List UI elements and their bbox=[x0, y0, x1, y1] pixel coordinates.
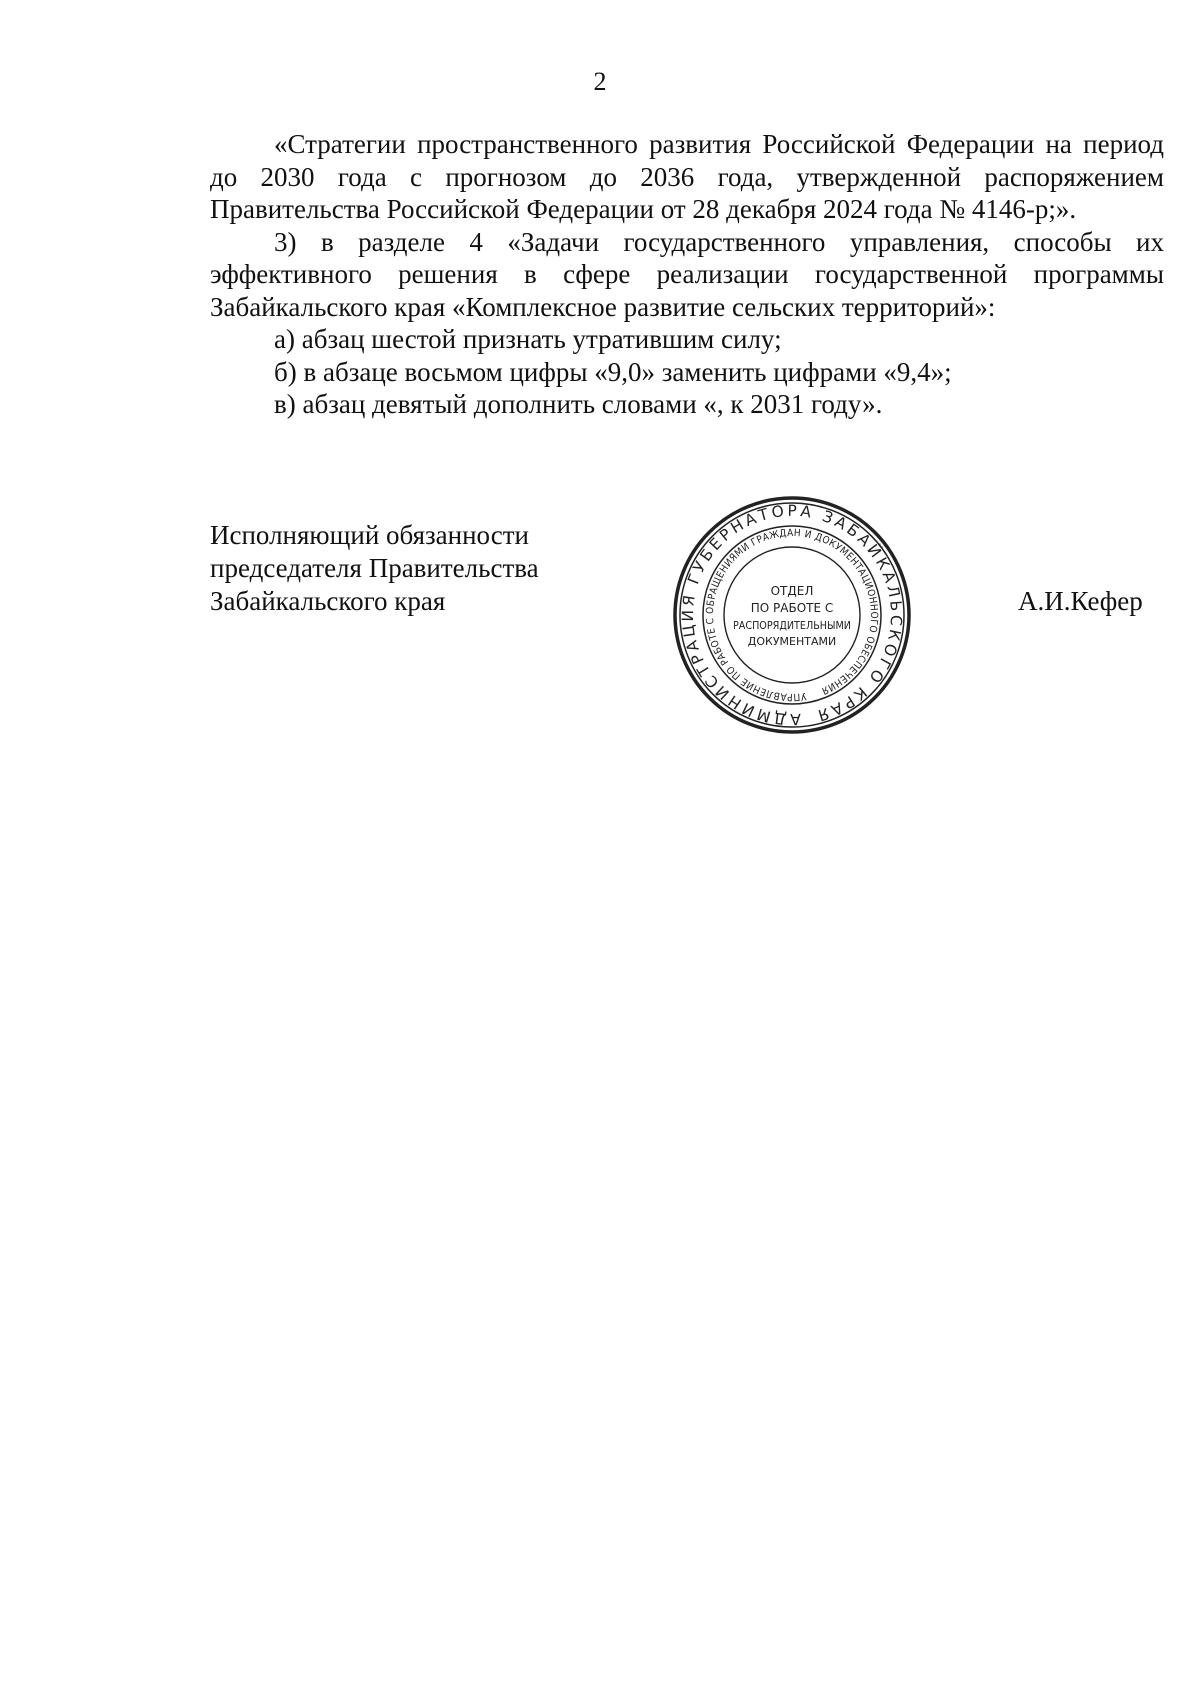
official-seal bbox=[672, 495, 912, 735]
signatory-name: А.И.Кефер bbox=[1018, 586, 1143, 616]
signatory-title-line: Забайкальского края bbox=[210, 586, 446, 616]
seal-center-line: ПО РАБОТЕ С bbox=[750, 601, 834, 615]
seal-outer-text: АДМИНИСТРАЦИЯ ГУБЕРНАТОРА ЗАБАЙКАЛЬСКОГО КРАЯ bbox=[678, 501, 906, 729]
seal-inner-text: УПРАВЛЕНИЕ ПО РАБОТЕ С ОБРАЩЕНИЯМИ ГРАЖДАН И ДОКУМЕНТАЦИОННОГО ОБЕСПЕЧЕНИЯ bbox=[704, 527, 880, 703]
signatory-title-line: председателя Правительства bbox=[210, 553, 539, 583]
document-body bbox=[210, 128, 1164, 421]
paragraph-item-a: а) абзац шестой признать утратившим силу; bbox=[274, 324, 782, 354]
signatory-title-line: Исполняющий обязанности bbox=[210, 520, 529, 550]
paragraph-item-v: в) абзац девятый дополнить словами «, к 2031 году». bbox=[274, 389, 883, 419]
page-number: 2 bbox=[593, 67, 607, 96]
signatory-title bbox=[210, 519, 539, 618]
svg-text:УПРАВЛЕНИЕ ПО РАБОТЕ С ОБРАЩЕН bbox=[705, 528, 879, 702]
paragraph-section-4: 3) в разделе 4 «Задачи государственного управления, способы их эффективного решения в сфере реализации государственной программы Забайкальского края «Комплексное развитие сельских территорий»: bbox=[210, 226, 1164, 322]
seal-center-line: ДОКУМЕНТАМИ bbox=[747, 635, 837, 648]
paragraph-strategy-quote: «Стратегии пространственного развития Российской Федерации на период до 2030 года с прогнозом до 2036 года, утвержденной распоряжением Правительства Российской Федерации от 28 декабря 2024 года № 4146-р;». bbox=[210, 129, 1164, 224]
seal-center-line: РАСПОРЯДИТЕЛЬНЫМИ bbox=[733, 619, 851, 632]
seal-center-line: ОТДЕЛ bbox=[770, 584, 814, 598]
paragraph-item-b: б) в абзаце восьмом цифры «9,0» заменить цифрами «9,4»; bbox=[274, 356, 952, 387]
